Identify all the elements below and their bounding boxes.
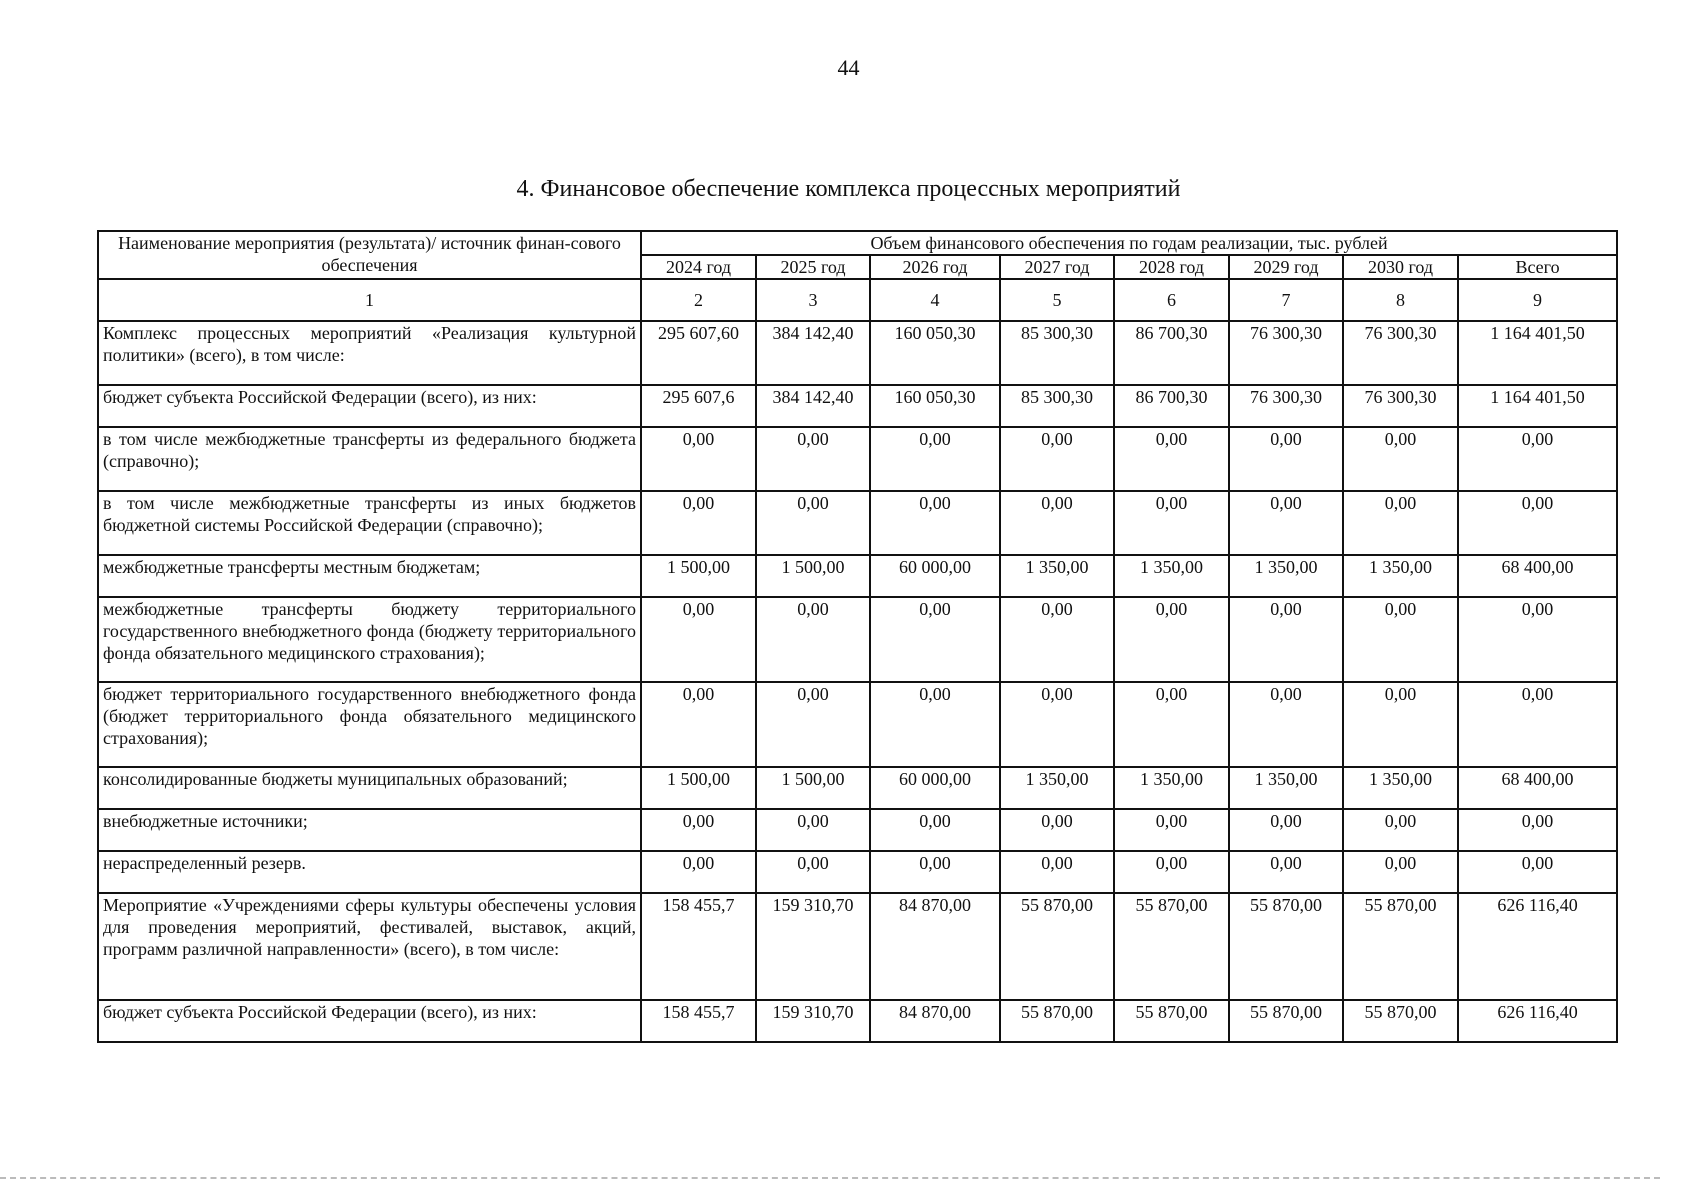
column-number: 1 [98, 279, 641, 321]
row-value-cell: 84 870,00 [870, 1000, 1000, 1042]
row-value-cell: 86 700,30 [1114, 385, 1229, 427]
page-number: 44 [837, 55, 860, 80]
row-value-cell: 55 870,00 [1343, 893, 1458, 1000]
row-total-cell: 1 164 401,50 [1458, 385, 1617, 427]
total-header: Всего [1458, 255, 1617, 279]
row-value-cell: 0,00 [1000, 427, 1114, 491]
row-name-cell: в том числе межбюджетные трансферты из иных бюджетов бюджетной системы Российской Федерации (справочно); [98, 491, 641, 555]
table-row [98, 385, 1617, 427]
row-name-cell: межбюджетные трансферты местным бюджетам; [98, 555, 641, 597]
header-group-cell: Объем финансового обеспечения по годам реализации, тыс. рублей [641, 231, 1617, 255]
row-value-cell: 0,00 [756, 851, 870, 893]
table-row [98, 491, 1617, 555]
table-row [98, 321, 1617, 385]
row-value-cell: 295 607,6 [641, 385, 756, 427]
table-row [98, 555, 1617, 597]
row-value-cell: 1 350,00 [1114, 555, 1229, 597]
table-row [98, 809, 1617, 851]
scan-edge-line [0, 1177, 1660, 1179]
row-value-cell: 60 000,00 [870, 767, 1000, 809]
row-total-cell: 0,00 [1458, 809, 1617, 851]
row-value-cell: 0,00 [1229, 427, 1343, 491]
header-name-cell: Наименование мероприятия (результата)/ источник финан-сового обеспечения [98, 231, 641, 279]
row-name-cell: в том числе межбюджетные трансферты из федерального бюджета (справочно); [98, 427, 641, 491]
row-value-cell: 0,00 [641, 682, 756, 767]
row-value-cell: 76 300,30 [1229, 385, 1343, 427]
column-number: 3 [756, 279, 870, 321]
row-value-cell: 0,00 [870, 809, 1000, 851]
row-value-cell: 0,00 [1343, 427, 1458, 491]
column-number: 5 [1000, 279, 1114, 321]
row-value-cell: 0,00 [756, 597, 870, 682]
row-value-cell: 76 300,30 [1343, 321, 1458, 385]
table-row [98, 767, 1617, 809]
row-value-cell: 1 500,00 [756, 555, 870, 597]
row-value-cell: 0,00 [1343, 491, 1458, 555]
row-value-cell: 86 700,30 [1114, 321, 1229, 385]
row-value-cell: 55 870,00 [1000, 1000, 1114, 1042]
row-value-cell: 295 607,60 [641, 321, 756, 385]
row-value-cell: 0,00 [1114, 851, 1229, 893]
row-value-cell: 0,00 [1114, 427, 1229, 491]
table-row [98, 597, 1617, 682]
row-value-cell: 0,00 [1114, 682, 1229, 767]
column-number: 7 [1229, 279, 1343, 321]
row-value-cell: 0,00 [870, 491, 1000, 555]
row-value-cell: 76 300,30 [1343, 385, 1458, 427]
row-total-cell: 68 400,00 [1458, 555, 1617, 597]
row-value-cell: 0,00 [1114, 597, 1229, 682]
row-value-cell: 0,00 [1229, 597, 1343, 682]
row-value-cell: 55 870,00 [1114, 1000, 1229, 1042]
row-value-cell: 76 300,30 [1229, 321, 1343, 385]
row-value-cell: 0,00 [1343, 809, 1458, 851]
row-name-cell: Комплекс процессных мероприятий «Реализация культурной политики» (всего), в том числе: [98, 321, 641, 385]
row-value-cell: 0,00 [641, 597, 756, 682]
row-value-cell: 159 310,70 [756, 1000, 870, 1042]
row-value-cell: 159 310,70 [756, 893, 870, 1000]
row-value-cell: 0,00 [756, 427, 870, 491]
row-value-cell: 0,00 [1114, 491, 1229, 555]
header-row-group [98, 231, 1617, 255]
row-value-cell: 1 350,00 [1000, 555, 1114, 597]
row-value-cell: 1 350,00 [1229, 767, 1343, 809]
row-value-cell: 384 142,40 [756, 385, 870, 427]
row-value-cell: 55 870,00 [1000, 893, 1114, 1000]
row-value-cell: 160 050,30 [870, 385, 1000, 427]
row-value-cell: 84 870,00 [870, 893, 1000, 1000]
row-value-cell: 384 142,40 [756, 321, 870, 385]
year-header: 2030 год [1343, 255, 1458, 279]
row-value-cell: 0,00 [870, 597, 1000, 682]
row-value-cell: 0,00 [641, 851, 756, 893]
column-number-row [98, 279, 1617, 321]
row-value-cell: 1 350,00 [1114, 767, 1229, 809]
table-row [98, 851, 1617, 893]
column-number: 6 [1114, 279, 1229, 321]
row-name-cell: межбюджетные трансферты бюджету территориального государственного внебюджетного фонда (бюджету территориального фонда обязательного медицинского страхования); [98, 597, 641, 682]
year-header: 2024 год [641, 255, 756, 279]
row-value-cell: 1 500,00 [756, 767, 870, 809]
row-value-cell: 55 870,00 [1229, 1000, 1343, 1042]
row-value-cell: 55 870,00 [1114, 893, 1229, 1000]
row-value-cell: 0,00 [1229, 491, 1343, 555]
row-value-cell: 55 870,00 [1229, 893, 1343, 1000]
row-name-cell: бюджет территориального государственного внебюджетного фонда (бюджет территориального фонда обязательного медицинского страхования); [98, 682, 641, 767]
row-value-cell: 60 000,00 [870, 555, 1000, 597]
year-header: 2029 год [1229, 255, 1343, 279]
section-title: 4. Финансовое обеспечение комплекса процессных мероприятий [516, 176, 1181, 202]
column-number: 8 [1343, 279, 1458, 321]
row-value-cell: 1 350,00 [1343, 767, 1458, 809]
row-value-cell: 0,00 [756, 682, 870, 767]
row-total-cell: 0,00 [1458, 597, 1617, 682]
table-body [98, 321, 1617, 1042]
row-value-cell: 85 300,30 [1000, 321, 1114, 385]
row-value-cell: 0,00 [1229, 809, 1343, 851]
row-name-cell: Мероприятие «Учреждениями сферы культуры обеспечены условия для проведения мероприятий, фестивалей, выставок, акций, программ различной направленности» (всего), в том числе: [98, 893, 641, 1000]
row-name-cell: нераспределенный резерв. [98, 851, 641, 893]
row-value-cell: 55 870,00 [1343, 1000, 1458, 1042]
row-value-cell: 0,00 [870, 427, 1000, 491]
year-header: 2025 год [756, 255, 870, 279]
row-value-cell: 0,00 [1000, 851, 1114, 893]
row-value-cell: 0,00 [641, 809, 756, 851]
row-value-cell: 0,00 [756, 491, 870, 555]
row-value-cell: 1 500,00 [641, 767, 756, 809]
row-value-cell: 0,00 [1000, 809, 1114, 851]
row-name-cell: внебюджетные источники; [98, 809, 641, 851]
row-total-cell: 0,00 [1458, 851, 1617, 893]
year-header: 2028 год [1114, 255, 1229, 279]
table-row [98, 893, 1617, 1000]
row-value-cell: 85 300,30 [1000, 385, 1114, 427]
row-total-cell: 68 400,00 [1458, 767, 1617, 809]
row-value-cell: 1 500,00 [641, 555, 756, 597]
table-row [98, 682, 1617, 767]
row-value-cell: 0,00 [1000, 597, 1114, 682]
row-value-cell: 0,00 [641, 491, 756, 555]
year-header: 2026 год [870, 255, 1000, 279]
row-value-cell: 0,00 [1229, 851, 1343, 893]
row-value-cell: 0,00 [756, 809, 870, 851]
row-value-cell: 0,00 [1000, 491, 1114, 555]
row-value-cell: 0,00 [1000, 682, 1114, 767]
row-value-cell: 160 050,30 [870, 321, 1000, 385]
row-value-cell: 0,00 [1343, 597, 1458, 682]
row-value-cell: 158 455,7 [641, 1000, 756, 1042]
row-total-cell: 0,00 [1458, 427, 1617, 491]
row-total-cell: 0,00 [1458, 491, 1617, 555]
year-header: 2027 год [1000, 255, 1114, 279]
table-row [98, 1000, 1617, 1042]
row-value-cell: 1 350,00 [1000, 767, 1114, 809]
row-value-cell: 0,00 [870, 851, 1000, 893]
row-value-cell: 0,00 [1114, 809, 1229, 851]
column-number: 4 [870, 279, 1000, 321]
row-value-cell: 0,00 [870, 682, 1000, 767]
row-total-cell: 626 116,40 [1458, 1000, 1617, 1042]
row-value-cell: 0,00 [1229, 682, 1343, 767]
row-value-cell: 158 455,7 [641, 893, 756, 1000]
row-value-cell: 0,00 [1343, 851, 1458, 893]
row-name-cell: бюджет субъекта Российской Федерации (всего), из них: [98, 385, 641, 427]
column-number: 2 [641, 279, 756, 321]
row-value-cell: 1 350,00 [1343, 555, 1458, 597]
column-number: 9 [1458, 279, 1617, 321]
financing-table [97, 230, 1618, 1043]
row-total-cell: 626 116,40 [1458, 893, 1617, 1000]
table-row [98, 427, 1617, 491]
row-value-cell: 0,00 [641, 427, 756, 491]
row-total-cell: 0,00 [1458, 682, 1617, 767]
row-name-cell: консолидированные бюджеты муниципальных образований; [98, 767, 641, 809]
row-value-cell: 1 350,00 [1229, 555, 1343, 597]
row-name-cell: бюджет субъекта Российской Федерации (всего), из них: [98, 1000, 641, 1042]
row-value-cell: 0,00 [1343, 682, 1458, 767]
row-total-cell: 1 164 401,50 [1458, 321, 1617, 385]
